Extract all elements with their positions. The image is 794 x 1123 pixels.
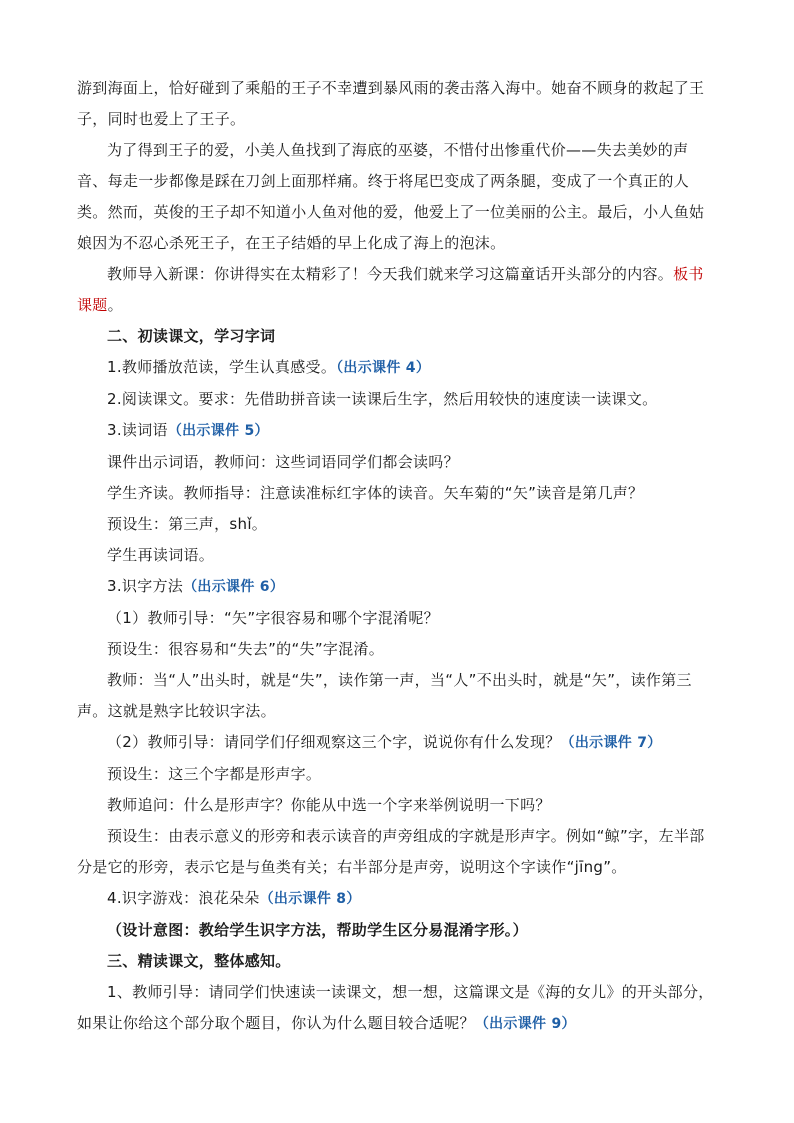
courseware-ref: （出示课件 8） <box>259 891 361 907</box>
paragraph-text: 预设生：第三声，shǐ。 <box>107 515 268 533</box>
step-text: 3.读词语 <box>107 421 168 439</box>
paragraph-text: 学生再读词语。 <box>107 546 215 564</box>
step-text: 1.教师播放范读，学生认真感受。 <box>107 358 337 376</box>
paragraph-teacher-intro <box>77 259 717 321</box>
paragraph-words-shown <box>77 447 717 478</box>
paragraph-text: 教师：当“人”出头时，就是“失”，读作第一声，当“人”不出头时，就是“矢”，读作第三声。这就是熟字比较识字法。 <box>77 671 692 720</box>
paragraph-text: 教师追问：什么是形声字？你能从中选一个字来举例说明一下吗？ <box>107 796 551 814</box>
paragraph-text: （设计意图：教给学生识字方法，帮助学生区分易混淆字形。） <box>107 921 528 939</box>
paragraph-story-end <box>77 73 717 135</box>
paragraph-text: 为了得到王子的爱，小美人鱼找到了海底的巫婆，不惜付出惨重代价——失去美妙的声音、每走一步都像是踩在刀剑上面那样痛。终于将尾巴变成了两条腿，变成了一个真正的人类。然而，英俊的王子却不知道小人鱼对他的爱，他爱上了一位美丽的公主。最后，小人鱼姑娘因为不忍心杀死王子，在王子结婚的早上化成了海上的泡沫。 <box>77 141 705 252</box>
paragraph-teacher-guide-1 <box>77 603 717 634</box>
courseware-ref: （出示课件 4） <box>336 360 431 376</box>
step-text: 1、教师引导：请同学们快速读一读课文，想一想，这篇课文是《海的女儿》的开头部分，如果让你给这个部分取个题目，你认为什么题目较合适呢？ <box>77 983 714 1032</box>
paragraph-teacher-followup <box>77 790 717 821</box>
paragraph-text: 学生齐读。教师指导：注意读准标红字体的读音。矢车菊的“矢”读音是第几声？ <box>107 484 644 502</box>
section-heading-close-reading <box>77 946 717 977</box>
step-read-words <box>77 415 717 447</box>
heading-text: 三、精读课文，整体感知。 <box>107 952 291 970</box>
courseware-ref: （出示课件 5） <box>167 423 269 439</box>
paragraph-text: 预设生：这三个字都是形声字。 <box>107 765 322 783</box>
step-text: 2.阅读课文。要求：先借助拼音读一读课后生字，然后用较快的速度读一读课文。 <box>107 390 658 408</box>
step-text: 4.识字游戏：浪花朵朵 <box>107 889 260 907</box>
paragraph-expected-answer-4 <box>77 821 717 883</box>
courseware-ref: （出示课件 9） <box>474 1016 576 1032</box>
paragraph-text: 游到海面上，恰好碰到了乘船的王子不幸遭到暴风雨的袭击落入海中。她奋不顾身的救起了王子，同时也爱上了王子。 <box>77 79 705 128</box>
paragraph-expected-answer <box>77 509 717 540</box>
step-text: 3.识字方法 <box>107 577 184 595</box>
step-quick-read <box>77 977 717 1040</box>
heading-text: 二、初读课文，学习字词 <box>107 327 276 345</box>
paragraph-reread <box>77 540 717 571</box>
paragraph-text: 课件出示词语，教师问：这些词语同学们都会读吗？ <box>107 453 459 471</box>
courseware-ref: （出示课件 6） <box>183 579 285 595</box>
step-model-reading <box>77 352 717 384</box>
paragraph-text: （2）教师引导：请同学们仔细观察这三个字，说说你有什么发现？ <box>107 733 561 751</box>
document-body <box>77 73 717 1040</box>
paragraph-expected-answer-3 <box>77 759 717 790</box>
paragraph-expected-answer-2 <box>77 634 717 665</box>
step-literacy-method <box>77 571 717 603</box>
paragraph-text: 教师导入新课：你讲得实在太精彩了！今天我们就来学习这篇童话开头部分的内容。 <box>107 265 674 283</box>
section-heading-initial-reading <box>77 321 717 352</box>
design-intent-note <box>77 915 717 946</box>
step-literacy-game <box>77 883 717 915</box>
paragraph-teacher-guide-2 <box>77 727 717 759</box>
step-read-text <box>77 384 717 415</box>
paragraph-students-read <box>77 478 717 509</box>
paragraph-text: 预设生：由表示意义的形旁和表示读音的声旁组成的字就是形声字。例如“鲸”字，左半部分是它的形旁，表示它是与鱼类有关；右半部分是声旁，说明这个字读作“jīng”。 <box>77 827 705 876</box>
paragraph-teacher-explain <box>77 665 717 727</box>
paragraph-text: （1）教师引导：“矢”字很容易和哪个字混淆呢？ <box>107 609 439 627</box>
paragraph-story-mermaid <box>77 135 717 259</box>
paragraph-text: 预设生：很容易和“失去”的“失”字混淆。 <box>107 640 385 658</box>
board-title-note: 板书课题 <box>77 265 704 314</box>
courseware-ref: （出示课件 7） <box>560 735 662 751</box>
paragraph-text: 。 <box>107 296 123 314</box>
